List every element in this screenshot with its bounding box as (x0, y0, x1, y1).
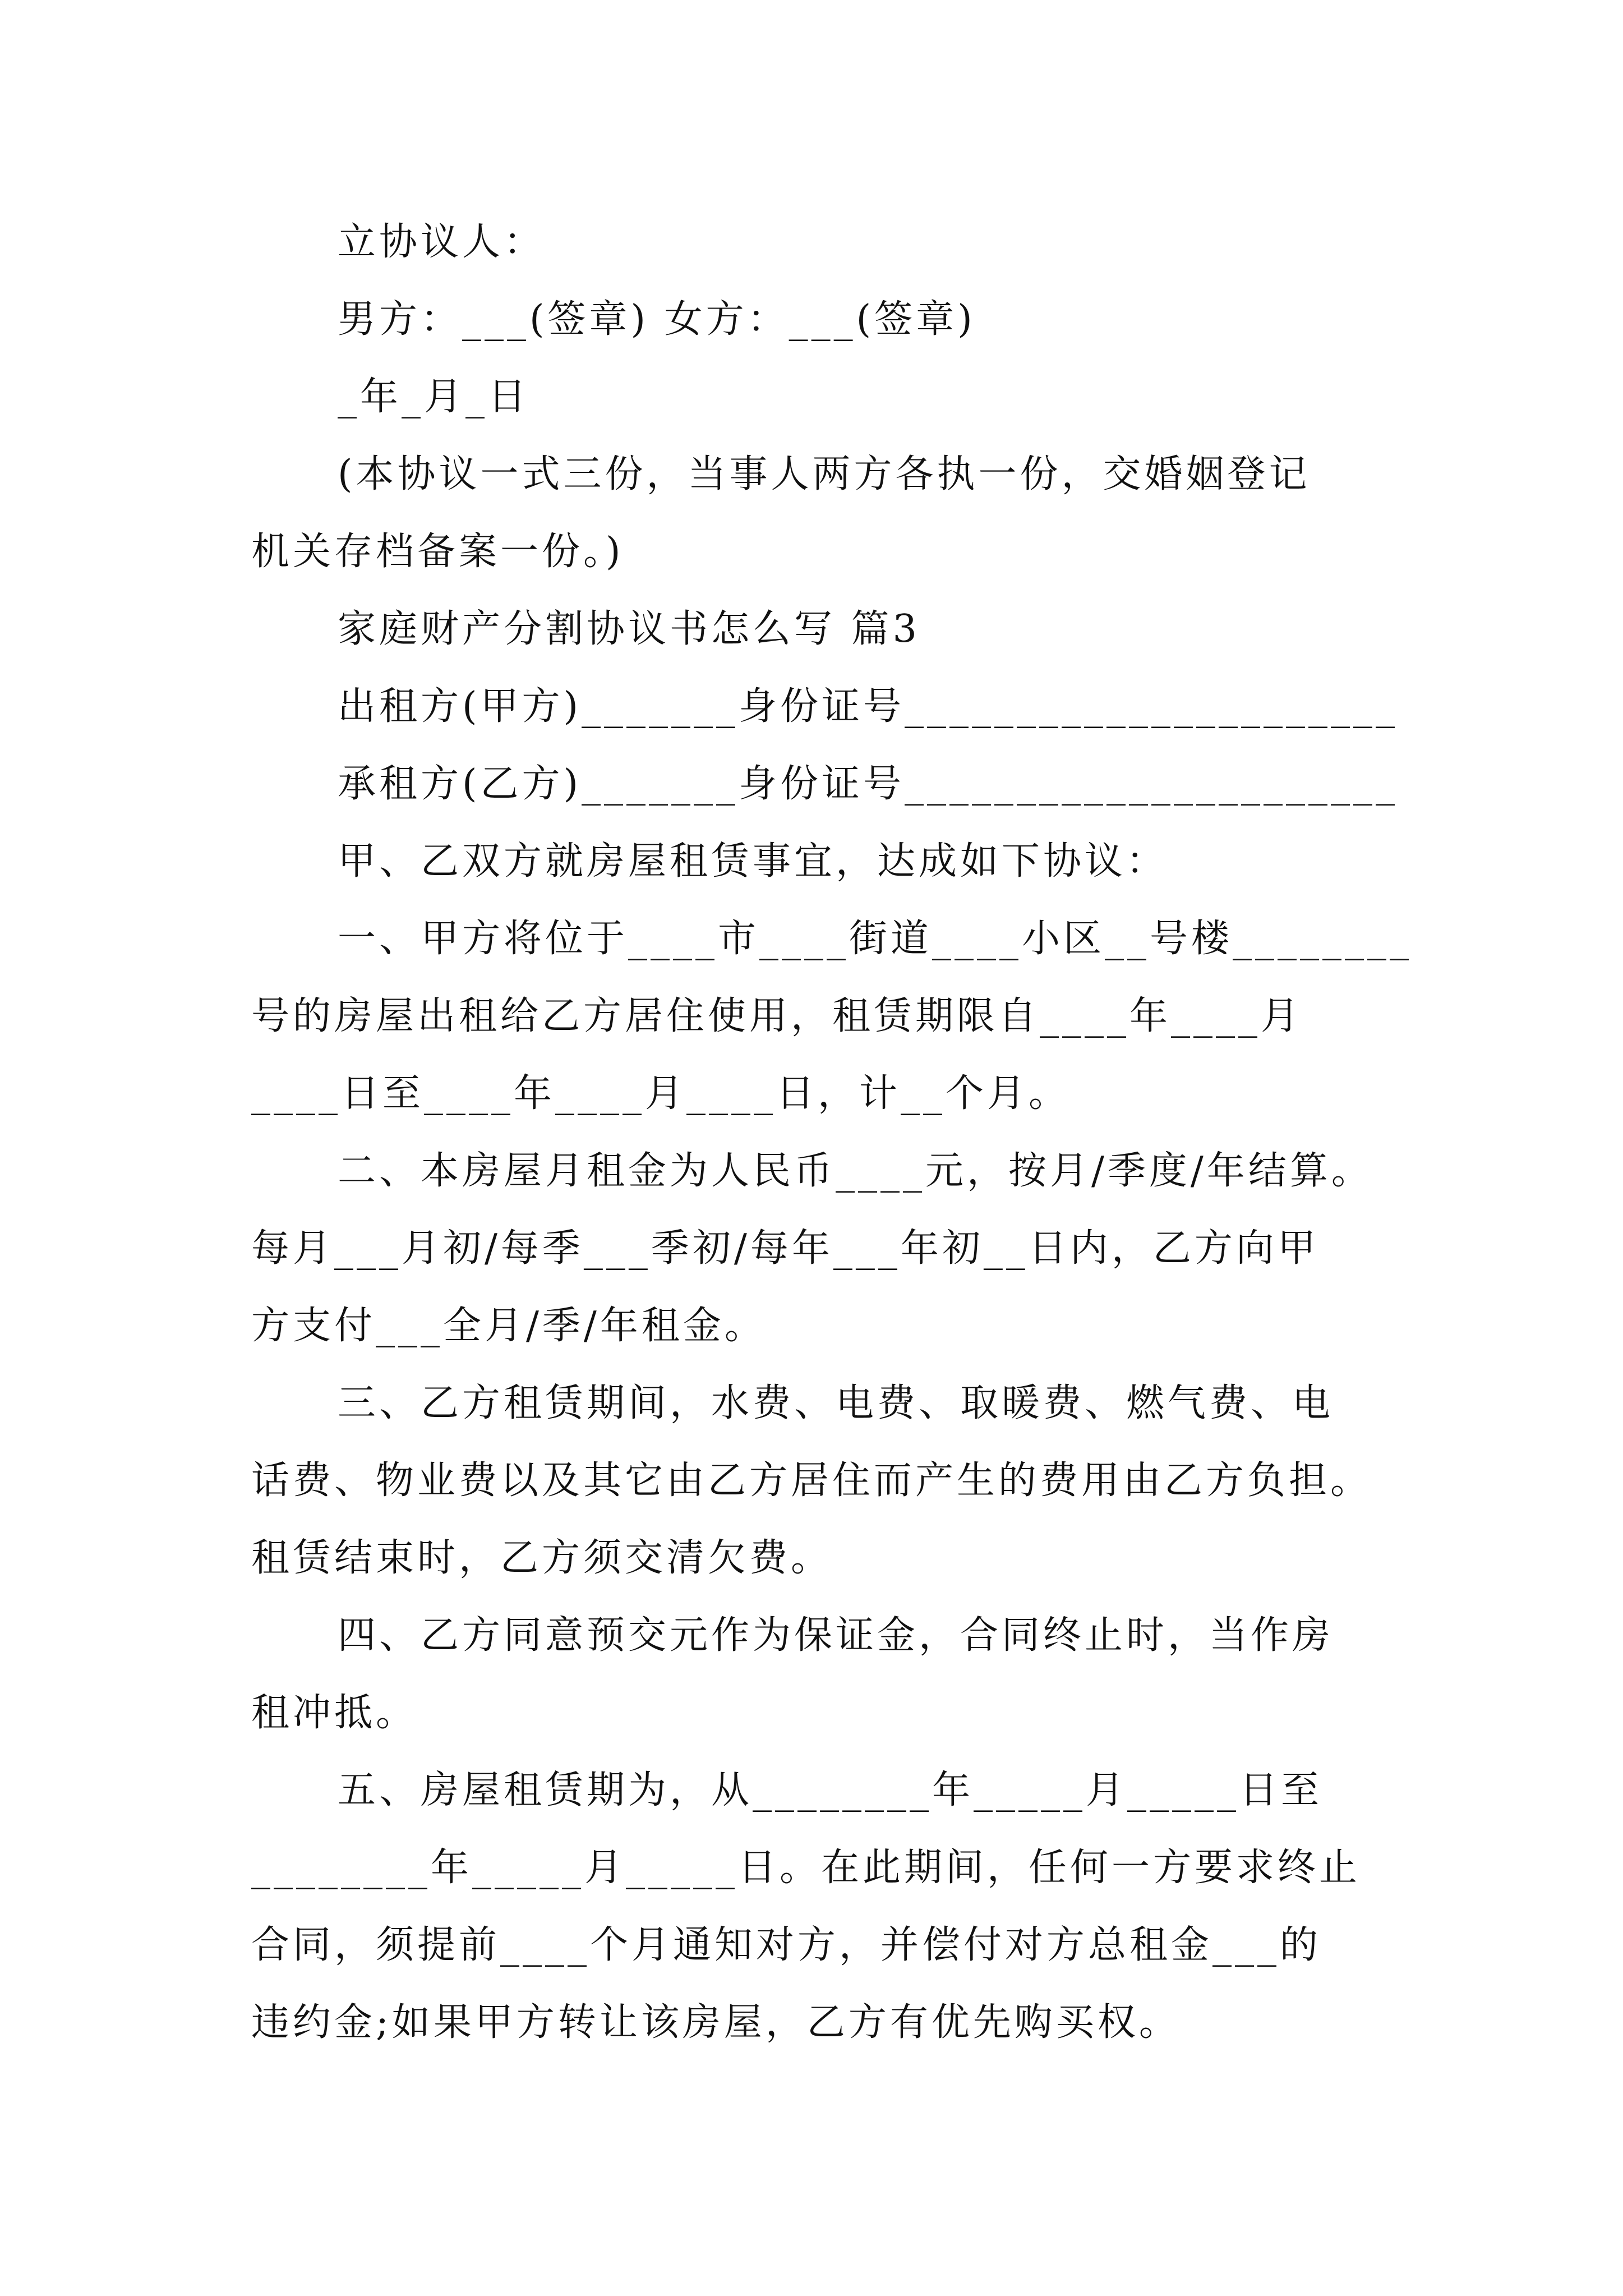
text-line: 租冲抵。 (251, 1691, 418, 1735)
text-line: ____日至____年____月____日，计__个月。 (251, 1071, 1071, 1116)
text-line: 立协议人： (338, 220, 546, 264)
text-line: 五、房屋租赁期为，从________年_____月_____日至 (338, 1768, 1323, 1812)
text-line: 二、本房屋月租金为人民币____元，按月/季度/年结算。 (338, 1149, 1373, 1193)
text-line: 出租方(甲方)_______身份证号______________________ (338, 684, 1399, 729)
text-line: 一、甲方将位于____市____街道____小区__号楼________ (338, 917, 1413, 961)
text-line: 每月___月初/每季___季初/每年___年初__日内，乙方向甲 (251, 1226, 1319, 1271)
text-line: 合同，须提前____个月通知对方，并偿付对方总租金___的 (251, 1923, 1322, 1967)
text-line: 号的房屋出租给乙方居住使用，租赁期限自____年____月 (251, 994, 1303, 1038)
text-line: (本协议一式三份，当事人两方各执一份，交婚姻登记 (338, 452, 1311, 496)
text-line: 四、乙方同意预交元作为保证金，合同终止时，当作房 (338, 1613, 1334, 1658)
text-line: 男方：___(签章) 女方：___(签章) (338, 297, 976, 342)
text-line: 方支付___全月/季/年租金。 (251, 1304, 766, 1348)
text-line: 甲、乙双方就房屋租赁事宜，达成如下协议： (338, 839, 1168, 884)
text-line: _年_月_日 (338, 375, 530, 419)
text-line: 租赁结束时，乙方须交清欠费。 (251, 1536, 833, 1580)
text-line: 违约金;如果甲方转让该房屋，乙方有优先购买权。 (251, 2000, 1181, 2045)
section-heading: 家庭财产分割协议书怎么写 篇3 (338, 607, 920, 651)
text-line: ________年_____月_____日。在此期间，任何一方要求终止 (251, 1846, 1361, 1890)
text-line: 三、乙方租赁期间，水费、电费、取暖费、燃气费、电 (338, 1381, 1334, 1425)
text-line: 机关存档备案一份。) (251, 530, 624, 574)
text-line: 承租方(乙方)_______身份证号______________________ (338, 762, 1399, 806)
text-line: 话费、物业费以及其它由乙方居住而产生的费用由乙方负担。 (251, 1458, 1372, 1503)
